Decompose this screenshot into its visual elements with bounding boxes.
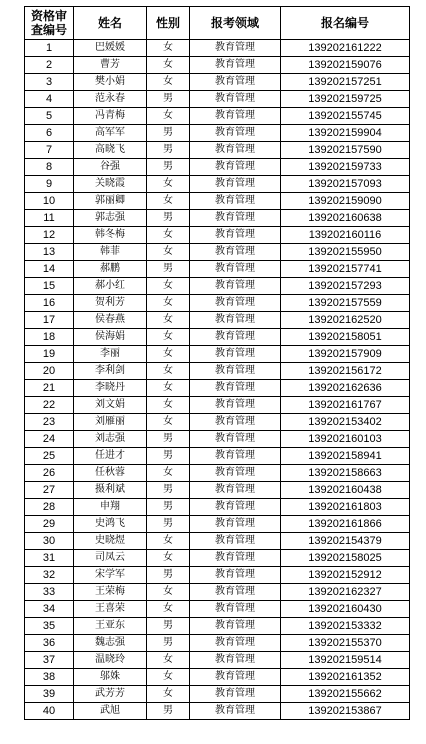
cell-name: 王喜荣 xyxy=(74,601,147,618)
cell-registration-number: 139202157909 xyxy=(281,346,410,363)
cell-registration-number: 139202160438 xyxy=(281,482,410,499)
cell-field: 教育管理 xyxy=(190,703,281,720)
cell-field: 教育管理 xyxy=(190,74,281,91)
table-row xyxy=(25,703,410,720)
table-row xyxy=(25,278,410,295)
cell-gender: 女 xyxy=(147,533,190,550)
cell-gender: 男 xyxy=(147,703,190,720)
table-row xyxy=(25,125,410,142)
table-row xyxy=(25,516,410,533)
cell-gender: 男 xyxy=(147,618,190,635)
cell-registration-number: 139202157559 xyxy=(281,295,410,312)
cell-registration-number: 139202158051 xyxy=(281,329,410,346)
cell-qualification-review-number: 23 xyxy=(25,414,74,431)
cell-registration-number: 139202159725 xyxy=(281,91,410,108)
cell-name: 冯青梅 xyxy=(74,108,147,125)
cell-gender: 女 xyxy=(147,193,190,210)
cell-gender: 女 xyxy=(147,601,190,618)
table-row xyxy=(25,533,410,550)
cell-field: 教育管理 xyxy=(190,448,281,465)
cell-qualification-review-number: 17 xyxy=(25,312,74,329)
header-name: 姓名 xyxy=(74,7,147,40)
cell-name: 武旭 xyxy=(74,703,147,720)
cell-qualification-review-number: 11 xyxy=(25,210,74,227)
cell-gender: 女 xyxy=(147,57,190,74)
cell-qualification-review-number: 27 xyxy=(25,482,74,499)
table-body xyxy=(25,40,410,720)
cell-name: 李利剑 xyxy=(74,363,147,380)
cell-qualification-review-number: 31 xyxy=(25,550,74,567)
cell-field: 教育管理 xyxy=(190,278,281,295)
table-row xyxy=(25,142,410,159)
cell-gender: 女 xyxy=(147,397,190,414)
table-row xyxy=(25,210,410,227)
cell-field: 教育管理 xyxy=(190,346,281,363)
cell-qualification-review-number: 8 xyxy=(25,159,74,176)
cell-gender: 女 xyxy=(147,465,190,482)
cell-registration-number: 139202157293 xyxy=(281,278,410,295)
table-row xyxy=(25,176,410,193)
cell-name: 樊小娟 xyxy=(74,74,147,91)
cell-name: 郝小红 xyxy=(74,278,147,295)
cell-gender: 女 xyxy=(147,652,190,669)
cell-registration-number: 139202153332 xyxy=(281,618,410,635)
table-row xyxy=(25,652,410,669)
cell-name: 任秋蓉 xyxy=(74,465,147,482)
table-row xyxy=(25,618,410,635)
table-row xyxy=(25,465,410,482)
cell-field: 教育管理 xyxy=(190,397,281,414)
cell-name: 李晓丹 xyxy=(74,380,147,397)
cell-gender: 男 xyxy=(147,448,190,465)
cell-qualification-review-number: 29 xyxy=(25,516,74,533)
cell-gender: 男 xyxy=(147,125,190,142)
table-row xyxy=(25,40,410,57)
table-row xyxy=(25,380,410,397)
cell-registration-number: 139202162520 xyxy=(281,312,410,329)
cell-field: 教育管理 xyxy=(190,465,281,482)
cell-field: 教育管理 xyxy=(190,601,281,618)
cell-gender: 女 xyxy=(147,329,190,346)
cell-name: 郭志强 xyxy=(74,210,147,227)
cell-registration-number: 139202162327 xyxy=(281,584,410,601)
cell-registration-number: 139202159514 xyxy=(281,652,410,669)
cell-name: 郭丽卿 xyxy=(74,193,147,210)
cell-qualification-review-number: 4 xyxy=(25,91,74,108)
cell-registration-number: 139202156172 xyxy=(281,363,410,380)
cell-registration-number: 139202155662 xyxy=(281,686,410,703)
cell-name: 李丽 xyxy=(74,346,147,363)
table-row xyxy=(25,74,410,91)
cell-registration-number: 139202157251 xyxy=(281,74,410,91)
cell-registration-number: 139202152912 xyxy=(281,567,410,584)
table-row xyxy=(25,159,410,176)
header-qualification-review-number xyxy=(25,7,74,40)
cell-name: 谷强 xyxy=(74,159,147,176)
cell-qualification-review-number: 16 xyxy=(25,295,74,312)
cell-field: 教育管理 xyxy=(190,295,281,312)
cell-field: 教育管理 xyxy=(190,431,281,448)
cell-name: 史晓煜 xyxy=(74,533,147,550)
cell-qualification-review-number: 25 xyxy=(25,448,74,465)
cell-gender: 女 xyxy=(147,312,190,329)
cell-name: 王亚东 xyxy=(74,618,147,635)
table-row xyxy=(25,499,410,516)
cell-qualification-review-number: 39 xyxy=(25,686,74,703)
cell-field: 教育管理 xyxy=(190,40,281,57)
cell-gender: 女 xyxy=(147,74,190,91)
cell-registration-number: 139202159090 xyxy=(281,193,410,210)
cell-name: 刘雁丽 xyxy=(74,414,147,431)
cell-registration-number: 139202160430 xyxy=(281,601,410,618)
table-row xyxy=(25,261,410,278)
cell-gender: 男 xyxy=(147,159,190,176)
cell-field: 教育管理 xyxy=(190,244,281,261)
cell-field: 教育管理 xyxy=(190,567,281,584)
table-row xyxy=(25,363,410,380)
cell-registration-number: 139202160116 xyxy=(281,227,410,244)
cell-gender: 女 xyxy=(147,414,190,431)
table-row xyxy=(25,91,410,108)
cell-qualification-review-number: 35 xyxy=(25,618,74,635)
cell-gender: 女 xyxy=(147,176,190,193)
cell-name: 贺利芳 xyxy=(74,295,147,312)
cell-registration-number: 139202157590 xyxy=(281,142,410,159)
cell-qualification-review-number: 7 xyxy=(25,142,74,159)
header-gender: 性别 xyxy=(147,7,190,40)
cell-field: 教育管理 xyxy=(190,618,281,635)
cell-name: 申翔 xyxy=(74,499,147,516)
cell-registration-number: 139202161803 xyxy=(281,499,410,516)
cell-field: 教育管理 xyxy=(190,584,281,601)
cell-registration-number: 139202153867 xyxy=(281,703,410,720)
cell-qualification-review-number: 20 xyxy=(25,363,74,380)
cell-gender: 女 xyxy=(147,669,190,686)
cell-registration-number: 139202161767 xyxy=(281,397,410,414)
cell-name: 武芳芳 xyxy=(74,686,147,703)
cell-gender: 女 xyxy=(147,550,190,567)
cell-registration-number: 139202154379 xyxy=(281,533,410,550)
cell-field: 教育管理 xyxy=(190,635,281,652)
cell-gender: 女 xyxy=(147,584,190,601)
table-row xyxy=(25,584,410,601)
table-row xyxy=(25,244,410,261)
table-row xyxy=(25,346,410,363)
cell-name: 邬姝 xyxy=(74,669,147,686)
cell-field: 教育管理 xyxy=(190,652,281,669)
cell-gender: 男 xyxy=(147,499,190,516)
cell-gender: 男 xyxy=(147,516,190,533)
cell-registration-number: 139202159733 xyxy=(281,159,410,176)
cell-name: 高晓飞 xyxy=(74,142,147,159)
cell-name: 侯春燕 xyxy=(74,312,147,329)
cell-field: 教育管理 xyxy=(190,142,281,159)
cell-name: 刘文娟 xyxy=(74,397,147,414)
cell-field: 教育管理 xyxy=(190,499,281,516)
cell-field: 教育管理 xyxy=(190,108,281,125)
cell-gender: 女 xyxy=(147,686,190,703)
cell-qualification-review-number: 2 xyxy=(25,57,74,74)
table-row xyxy=(25,686,410,703)
cell-registration-number: 139202158663 xyxy=(281,465,410,482)
cell-gender: 女 xyxy=(147,346,190,363)
cell-gender: 女 xyxy=(147,295,190,312)
table-row xyxy=(25,669,410,686)
cell-name: 刘志强 xyxy=(74,431,147,448)
table-row xyxy=(25,329,410,346)
header-qualification-review-number-label: 资格审 查编号 xyxy=(30,9,67,37)
cell-name: 摄利斌 xyxy=(74,482,147,499)
table-row xyxy=(25,312,410,329)
cell-qualification-review-number: 26 xyxy=(25,465,74,482)
cell-field: 教育管理 xyxy=(190,57,281,74)
cell-gender: 男 xyxy=(147,482,190,499)
cell-qualification-review-number: 18 xyxy=(25,329,74,346)
cell-gender: 男 xyxy=(147,91,190,108)
cell-field: 教育管理 xyxy=(190,193,281,210)
cell-qualification-review-number: 1 xyxy=(25,40,74,57)
table-row xyxy=(25,108,410,125)
cell-registration-number: 139202160638 xyxy=(281,210,410,227)
cell-name: 宋学军 xyxy=(74,567,147,584)
table-row xyxy=(25,414,410,431)
cell-qualification-review-number: 24 xyxy=(25,431,74,448)
table-header-row xyxy=(25,7,410,40)
cell-qualification-review-number: 32 xyxy=(25,567,74,584)
cell-qualification-review-number: 9 xyxy=(25,176,74,193)
cell-field: 教育管理 xyxy=(190,482,281,499)
cell-gender: 男 xyxy=(147,635,190,652)
cell-qualification-review-number: 13 xyxy=(25,244,74,261)
cell-qualification-review-number: 6 xyxy=(25,125,74,142)
cell-gender: 女 xyxy=(147,227,190,244)
applicant-table-container xyxy=(24,6,410,720)
cell-gender: 女 xyxy=(147,380,190,397)
table-row xyxy=(25,193,410,210)
cell-field: 教育管理 xyxy=(190,176,281,193)
cell-registration-number: 139202158025 xyxy=(281,550,410,567)
cell-gender: 男 xyxy=(147,261,190,278)
cell-name: 任进才 xyxy=(74,448,147,465)
cell-name: 韩菲 xyxy=(74,244,147,261)
cell-name: 巴媛媛 xyxy=(74,40,147,57)
table-row xyxy=(25,448,410,465)
cell-gender: 女 xyxy=(147,40,190,57)
cell-field: 教育管理 xyxy=(190,329,281,346)
cell-qualification-review-number: 22 xyxy=(25,397,74,414)
applicant-table xyxy=(24,6,410,720)
cell-registration-number: 139202157093 xyxy=(281,176,410,193)
cell-name: 曹芳 xyxy=(74,57,147,74)
cell-field: 教育管理 xyxy=(190,533,281,550)
table-row xyxy=(25,601,410,618)
cell-gender: 男 xyxy=(147,567,190,584)
cell-field: 教育管理 xyxy=(190,414,281,431)
table-row xyxy=(25,482,410,499)
header-field: 报考领域 xyxy=(190,7,281,40)
cell-registration-number: 139202153402 xyxy=(281,414,410,431)
cell-registration-number: 139202155745 xyxy=(281,108,410,125)
cell-name: 韩冬梅 xyxy=(74,227,147,244)
cell-registration-number: 139202161866 xyxy=(281,516,410,533)
cell-qualification-review-number: 40 xyxy=(25,703,74,720)
cell-field: 教育管理 xyxy=(190,363,281,380)
cell-field: 教育管理 xyxy=(190,550,281,567)
cell-name: 范永春 xyxy=(74,91,147,108)
cell-qualification-review-number: 5 xyxy=(25,108,74,125)
cell-field: 教育管理 xyxy=(190,312,281,329)
cell-registration-number: 139202161222 xyxy=(281,40,410,57)
table-row xyxy=(25,431,410,448)
cell-name: 魏志强 xyxy=(74,635,147,652)
table-row xyxy=(25,295,410,312)
cell-qualification-review-number: 34 xyxy=(25,601,74,618)
cell-field: 教育管理 xyxy=(190,227,281,244)
cell-qualification-review-number: 12 xyxy=(25,227,74,244)
cell-registration-number: 139202159904 xyxy=(281,125,410,142)
cell-name: 王荣梅 xyxy=(74,584,147,601)
cell-gender: 女 xyxy=(147,244,190,261)
cell-qualification-review-number: 30 xyxy=(25,533,74,550)
cell-qualification-review-number: 14 xyxy=(25,261,74,278)
cell-field: 教育管理 xyxy=(190,516,281,533)
cell-qualification-review-number: 10 xyxy=(25,193,74,210)
cell-gender: 男 xyxy=(147,142,190,159)
cell-qualification-review-number: 19 xyxy=(25,346,74,363)
cell-name: 关晓霞 xyxy=(74,176,147,193)
cell-qualification-review-number: 3 xyxy=(25,74,74,91)
cell-field: 教育管理 xyxy=(190,91,281,108)
cell-qualification-review-number: 36 xyxy=(25,635,74,652)
cell-field: 教育管理 xyxy=(190,669,281,686)
table-row xyxy=(25,567,410,584)
cell-qualification-review-number: 21 xyxy=(25,380,74,397)
cell-registration-number: 139202162636 xyxy=(281,380,410,397)
cell-qualification-review-number: 37 xyxy=(25,652,74,669)
cell-field: 教育管理 xyxy=(190,125,281,142)
table-row xyxy=(25,397,410,414)
cell-qualification-review-number: 38 xyxy=(25,669,74,686)
cell-qualification-review-number: 33 xyxy=(25,584,74,601)
cell-gender: 男 xyxy=(147,431,190,448)
cell-registration-number: 139202159076 xyxy=(281,57,410,74)
cell-name: 史鸿飞 xyxy=(74,516,147,533)
cell-field: 教育管理 xyxy=(190,210,281,227)
cell-qualification-review-number: 28 xyxy=(25,499,74,516)
cell-field: 教育管理 xyxy=(190,380,281,397)
cell-name: 高军军 xyxy=(74,125,147,142)
table-row xyxy=(25,227,410,244)
table-row xyxy=(25,550,410,567)
cell-gender: 女 xyxy=(147,363,190,380)
cell-gender: 女 xyxy=(147,108,190,125)
cell-registration-number: 139202157741 xyxy=(281,261,410,278)
cell-registration-number: 139202160103 xyxy=(281,431,410,448)
cell-name: 侯海娟 xyxy=(74,329,147,346)
cell-gender: 男 xyxy=(147,210,190,227)
header-registration-number: 报名编号 xyxy=(281,7,410,40)
cell-field: 教育管理 xyxy=(190,159,281,176)
table-row xyxy=(25,635,410,652)
cell-qualification-review-number: 15 xyxy=(25,278,74,295)
cell-field: 教育管理 xyxy=(190,686,281,703)
cell-registration-number: 139202158941 xyxy=(281,448,410,465)
cell-field: 教育管理 xyxy=(190,261,281,278)
cell-name: 郝鹏 xyxy=(74,261,147,278)
cell-registration-number: 139202155370 xyxy=(281,635,410,652)
cell-name: 司凤云 xyxy=(74,550,147,567)
cell-name: 温晓玲 xyxy=(74,652,147,669)
cell-gender: 女 xyxy=(147,278,190,295)
cell-registration-number: 139202161352 xyxy=(281,669,410,686)
table-row xyxy=(25,57,410,74)
cell-registration-number: 139202155950 xyxy=(281,244,410,261)
